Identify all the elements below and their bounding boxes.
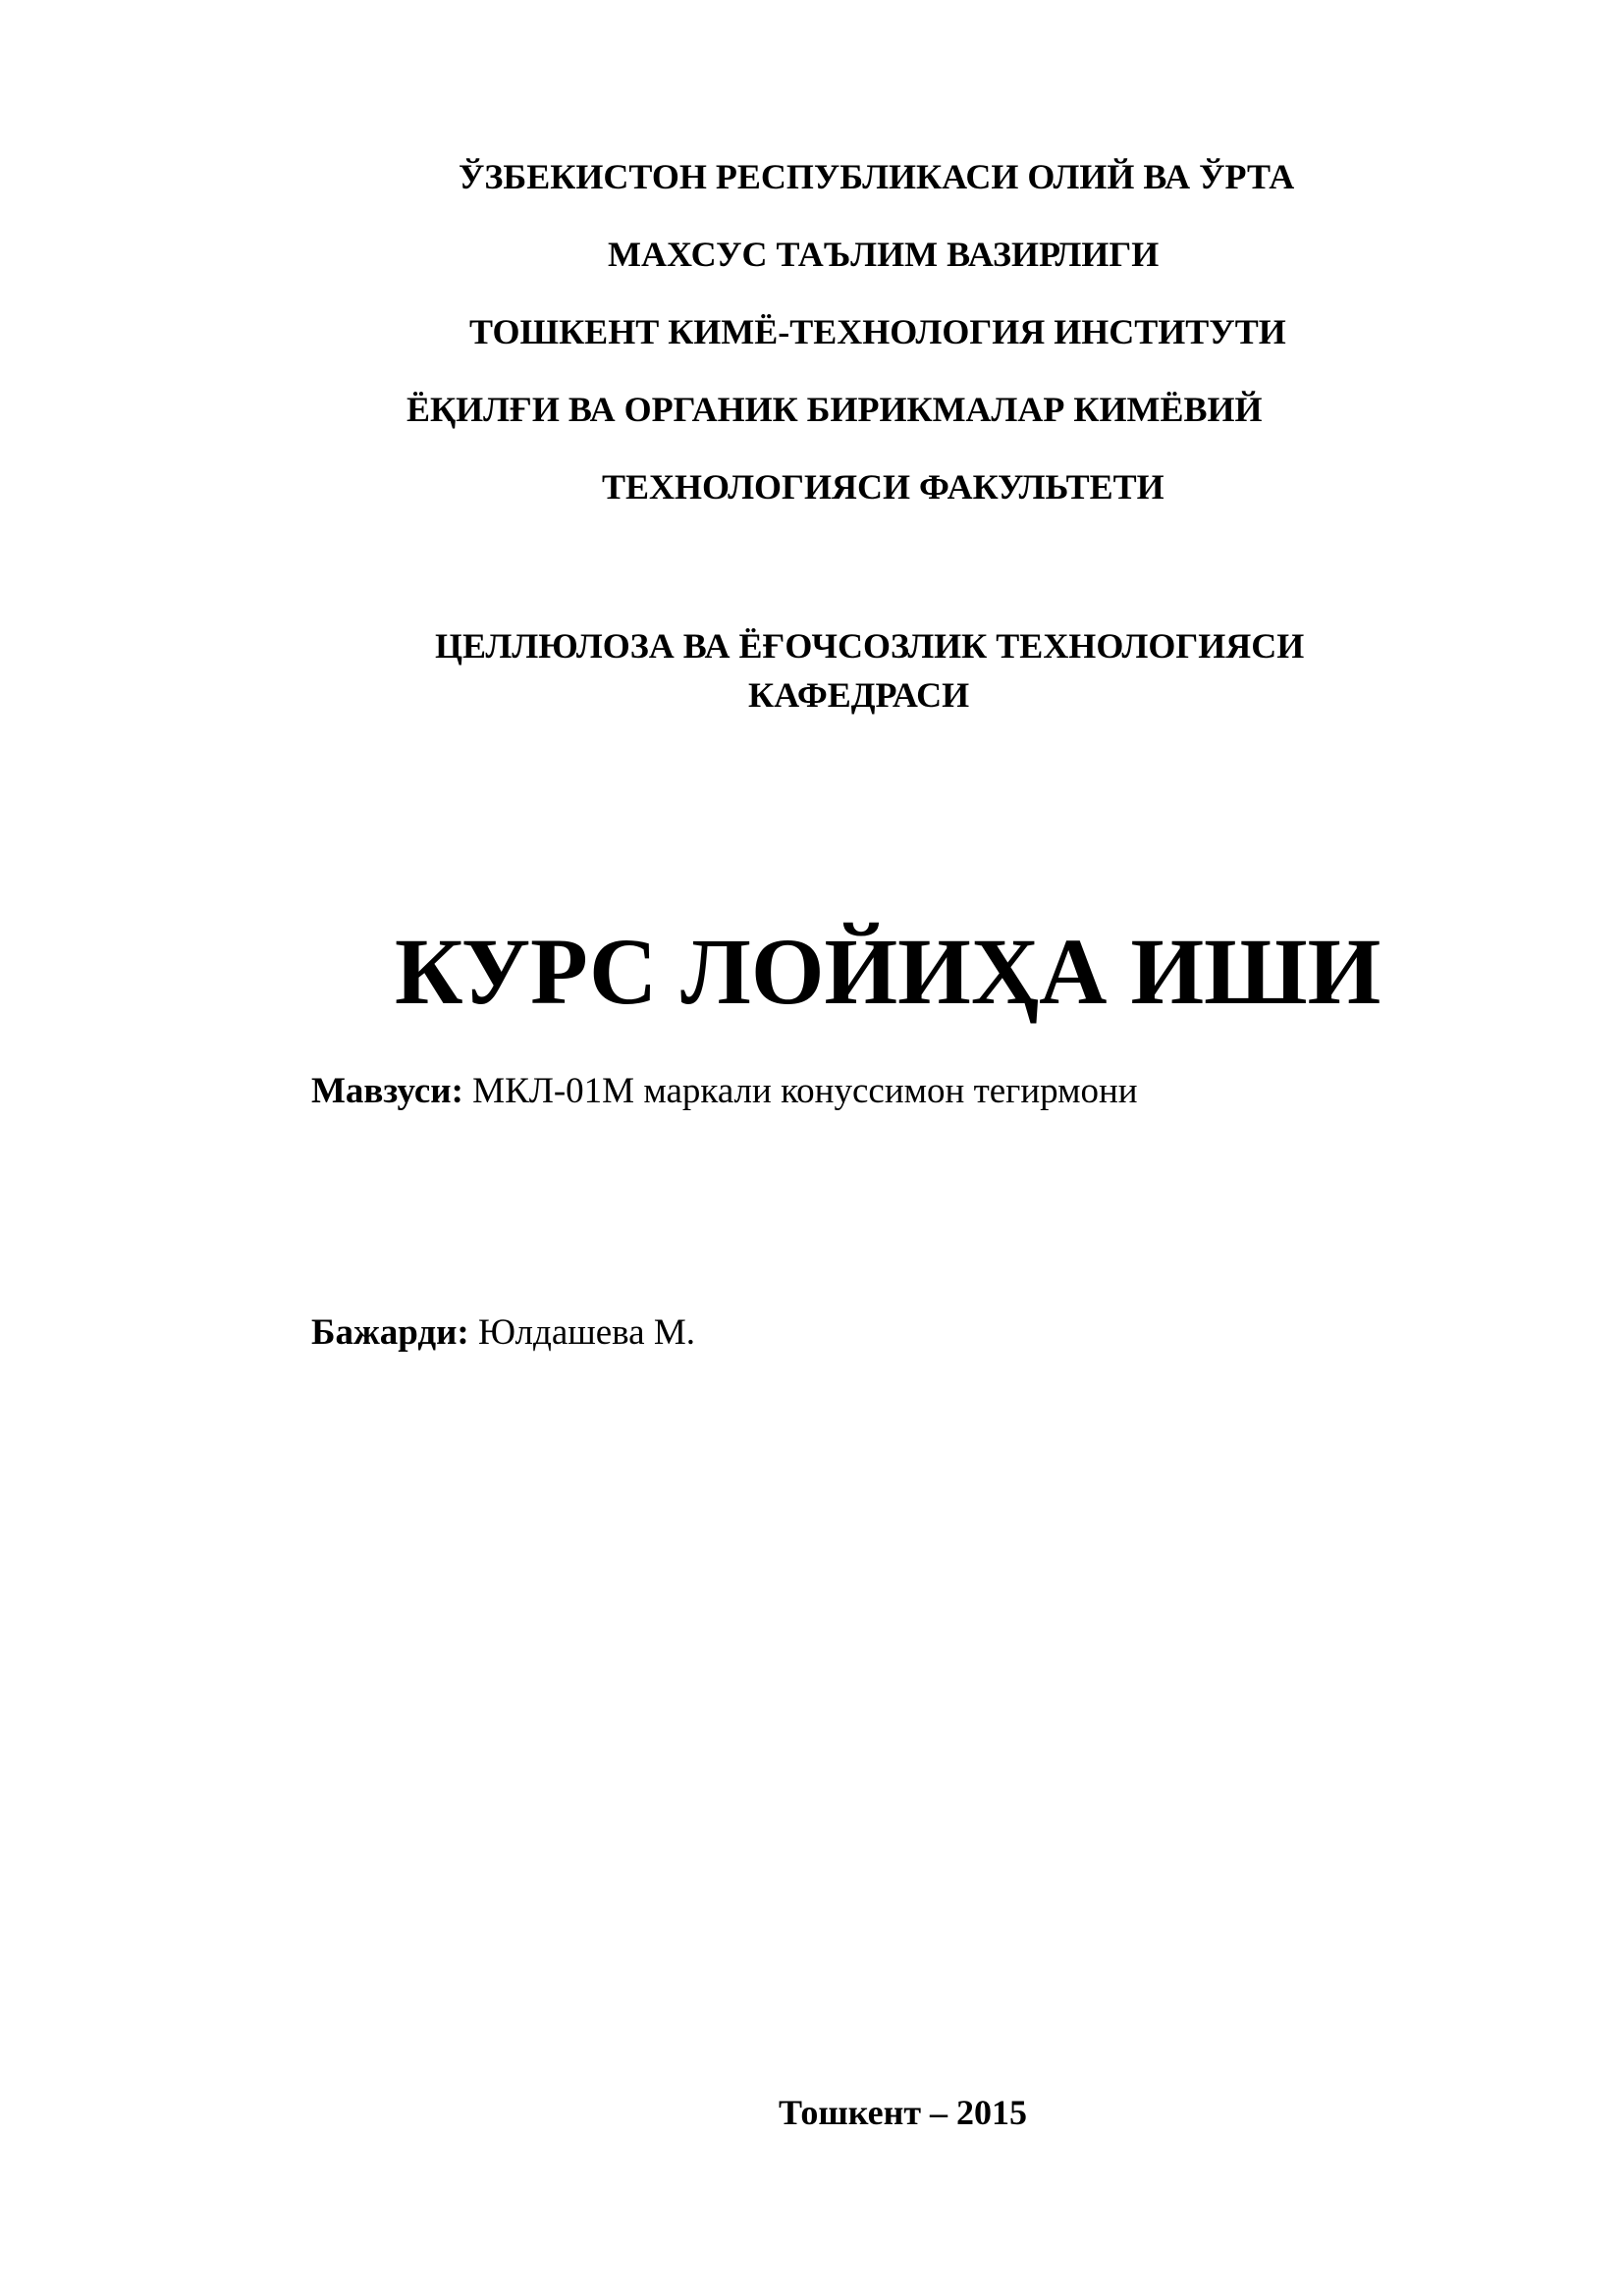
author-value: Юлдашева М. [468, 1312, 695, 1353]
document-title: КУРС ЛОЙИҲА ИШИ [395, 919, 1381, 1024]
department-line-2: КАФЕДРАСИ [748, 675, 970, 715]
author-label: Бажарди: [311, 1312, 469, 1353]
ministry-line-1: ЎЗБЕКИСТОН РЕСПУБЛИКАСИ ОЛИЙ ВА ЎРТА [459, 157, 1295, 196]
faculty-line-1: ЁҚИЛҒИ ВА ОРГАНИК БИРИКМАЛАР КИМЁВИЙ [406, 390, 1263, 429]
faculty-line-2: ТЕХНОЛОГИЯСИ ФАКУЛЬТЕТИ [602, 467, 1164, 507]
author-field [311, 1311, 695, 1355]
topic-field [311, 1070, 1138, 1113]
institute-name: ТОШКЕНТ КИМЁ-ТЕХНОЛОГИЯ ИНСТИТУТИ [469, 312, 1286, 351]
department-line-1: ЦЕЛЛЮЛОЗА ВА ЁҒОЧСОЗЛИК ТЕХНОЛОГИЯСИ [435, 626, 1305, 666]
topic-label: Мавзуси: [311, 1071, 463, 1111]
topic-value: МКЛ-01М маркали конуссимон тегирмони [462, 1071, 1138, 1111]
city-year-footer: Тошкент – 2015 [779, 2093, 1028, 2132]
ministry-line-2: МАХСУС ТАЪЛИМ ВАЗИРЛИГИ [608, 235, 1160, 274]
